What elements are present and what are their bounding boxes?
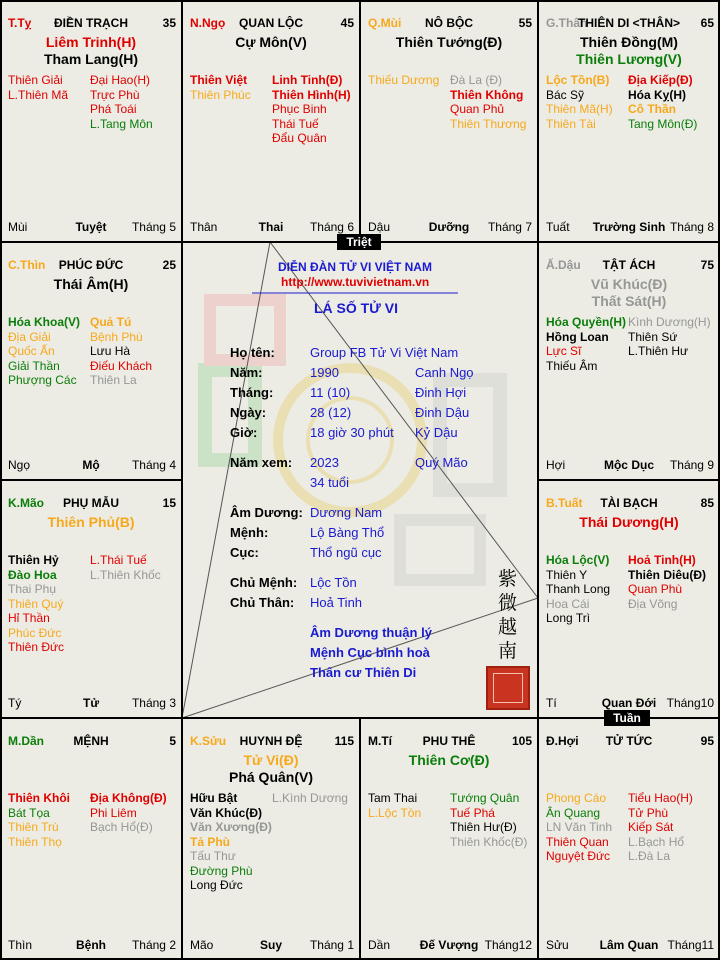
- minor-star: Thiên Quý: [8, 596, 64, 611]
- minor-star: Thiên Y: [546, 567, 588, 582]
- minor-star: Thiên Quan: [546, 834, 609, 849]
- minor-star: Thiên Việt: [190, 73, 248, 87]
- minor-star: Thiên Tài: [546, 116, 596, 131]
- palace-truong-sinh: Đế Vượng: [419, 938, 479, 952]
- minor-star: Giải Thần: [8, 358, 60, 373]
- palace-month: Tháng 9: [669, 458, 714, 472]
- palace-month: Tháng11: [667, 938, 714, 952]
- palace-chi: Thân: [190, 220, 218, 234]
- main-star: Tham Lang(H): [43, 51, 139, 67]
- minor-star: Quốc Ấn: [8, 344, 55, 358]
- label-hour: Giờ:: [230, 425, 258, 440]
- palace-age: 25: [162, 258, 176, 272]
- minor-star: Kình Dương(H): [628, 315, 711, 329]
- minor-star: Trực Phù: [90, 87, 140, 102]
- palace-age: 75: [700, 258, 714, 272]
- minor-star: Bác Sỹ: [546, 87, 585, 102]
- value-age: 34 tuổi: [310, 475, 350, 490]
- label-view-year: Năm xem:: [230, 455, 293, 470]
- palace-can: N.Ngọ: [190, 16, 226, 30]
- minor-star: Cô Thần: [628, 102, 676, 116]
- minor-star: Địa Kiếp(Đ): [628, 73, 693, 87]
- minor-star: Thanh Long: [546, 582, 611, 596]
- minor-star: Tướng Quân: [450, 791, 520, 805]
- value-yinyang: Dương Nam: [310, 505, 383, 520]
- palace-chi: Dậu: [368, 220, 391, 234]
- palace-name: NÔ BỘC: [425, 16, 473, 30]
- chart-title: LÁ SỐ TỬ VI: [314, 300, 398, 316]
- note-1: Âm Dương thuận lý: [310, 625, 432, 640]
- palace-chi: Tý: [8, 696, 22, 710]
- minor-star: L.Bạch Hổ: [628, 834, 685, 849]
- minor-star: Hữu Bật: [190, 791, 238, 805]
- main-star: Thái Dương(H): [579, 514, 679, 530]
- minor-star: L.Đà La: [628, 849, 671, 863]
- red-seal-stamp: [486, 666, 530, 710]
- label-chu-than: Chủ Thân:: [230, 595, 295, 610]
- palace-chi: Dần: [368, 938, 391, 952]
- palace-can: B.Tuất: [546, 496, 583, 510]
- minor-star: Linh Tinh(Đ): [272, 73, 343, 87]
- palace-truong-sinh: Mộc Dục: [603, 458, 654, 472]
- minor-star: LN Văn Tinh: [546, 820, 613, 834]
- palace-age: 15: [162, 496, 176, 510]
- palace-age: 85: [700, 496, 714, 510]
- palace-age: 65: [700, 16, 714, 30]
- minor-star: Lộc Tồn(B): [546, 73, 610, 87]
- palace-month: Tháng 6: [309, 220, 354, 234]
- minor-star: Hỉ Thần: [8, 611, 50, 625]
- palace-can: Q.Mùi: [368, 16, 402, 30]
- main-star: Thiên Lương(V): [576, 51, 682, 67]
- minor-star: Thiên Khốc(Đ): [450, 834, 528, 849]
- palace-chi: Mùi: [8, 220, 28, 234]
- palace-chi: Hợi: [546, 458, 566, 472]
- seal-char-1: 紫: [498, 568, 518, 590]
- palace-month: Tháng 2: [131, 938, 176, 952]
- minor-star: Bát Tọa: [8, 805, 50, 820]
- minor-star: Thiên Hư(Đ): [450, 820, 517, 834]
- main-star: Thiên Cơ(Đ): [408, 752, 490, 768]
- palace-month: Tháng 4: [131, 458, 176, 472]
- label-yinyang: Âm Dương:: [230, 505, 303, 520]
- minor-star: L.Thiên Hư: [628, 344, 689, 358]
- palace-month: Tháng 8: [669, 220, 714, 234]
- palace-can: T.Tỵ: [8, 16, 32, 30]
- minor-star: Phục Binh: [272, 102, 327, 116]
- minor-star: Đại Hao(H): [90, 73, 151, 87]
- palace-month: Tháng 5: [131, 220, 176, 234]
- value-chu-menh: Lộc Tồn: [310, 575, 357, 590]
- main-star: Thiên Tướng(Đ): [395, 34, 503, 50]
- palace-age: 5: [169, 734, 176, 748]
- minor-star: Lực Sĩ: [546, 344, 582, 358]
- minor-star: Quan Phủ: [450, 102, 505, 116]
- minor-star: L.Tang Môn: [90, 116, 153, 131]
- value-view-year-cc: Quý Mão: [415, 455, 468, 470]
- minor-star: Đào Hoa: [8, 567, 57, 582]
- value-month: 11 (10): [310, 385, 351, 400]
- palace-month: Tháng12: [484, 938, 532, 952]
- palace-can: G.Thân: [546, 16, 588, 30]
- palace-month: Tháng10: [666, 696, 714, 710]
- minor-star: Thiên Mã(H): [546, 102, 613, 116]
- value-year-cc: Canh Ngọ: [415, 365, 474, 380]
- minor-star: Thiên Thương: [450, 116, 527, 131]
- minor-star: Kiếp Sát: [628, 820, 674, 834]
- minor-star: Hóa Quyền(H): [546, 315, 627, 329]
- palace-can: K.Mão: [8, 496, 44, 510]
- palace-truong-sinh: Trường Sinh: [592, 220, 666, 234]
- site-url[interactable]: http://www.tuvivietnam.vn: [281, 275, 430, 289]
- label-cuc: Cục:: [230, 545, 259, 560]
- minor-star: L.Thái Tuế: [90, 553, 147, 567]
- minor-star: Văn Khúc(Đ): [190, 805, 262, 820]
- minor-star: L.Thiên Mã: [8, 87, 69, 102]
- minor-star: Tiểu Hao(H): [628, 791, 693, 805]
- palace-age: 35: [162, 16, 176, 30]
- minor-star: L.Lộc Tồn: [368, 805, 422, 820]
- label-day: Ngày:: [230, 405, 267, 420]
- minor-star: Địa Giải: [8, 329, 51, 344]
- label-year: Năm:: [230, 365, 263, 380]
- minor-star: Thiên Khôi: [8, 791, 70, 805]
- minor-star: Thiếu Dương: [368, 73, 440, 87]
- palace-can: Ấ.Dậu: [546, 258, 581, 272]
- minor-star: Lưu Hà: [90, 344, 131, 358]
- minor-star: Quan Phù: [628, 582, 683, 596]
- main-star: Thiên Đồng(M): [580, 34, 678, 50]
- minor-star: Đường Phù: [190, 863, 253, 878]
- palace-truong-sinh: Suy: [259, 938, 282, 952]
- minor-star: Văn Xương(Đ): [190, 820, 272, 834]
- minor-star: Thiên Trù: [8, 820, 59, 834]
- main-star: Thái Âm(H): [53, 276, 129, 292]
- minor-star: Nguyệt Đức: [546, 849, 611, 863]
- palace-truong-sinh: Quan Đới: [601, 696, 657, 710]
- minor-star: Long Đức: [190, 878, 243, 892]
- minor-star: Bệnh Phù: [90, 329, 143, 344]
- palace-can: K.Sửu: [190, 734, 227, 748]
- palace-name: THIÊN DI <THÂN>: [577, 16, 680, 30]
- minor-star: Hồng Loan: [546, 329, 609, 344]
- palace-name: TỬ TỨC: [605, 734, 653, 748]
- palace-chi: Thìn: [8, 938, 33, 952]
- value-cuc: Thổ ngũ cục: [310, 545, 382, 560]
- value-hour-cc: Kỷ Dậu: [415, 425, 458, 440]
- minor-star: Tử Phù: [628, 805, 669, 820]
- main-star: Thiên Phủ(B): [47, 514, 135, 530]
- minor-star: Phượng Các: [8, 373, 77, 387]
- main-star: Cự Môn(V): [235, 34, 307, 50]
- palace-truong-sinh: Dưỡng: [428, 220, 470, 234]
- palace-age: 105: [511, 734, 532, 748]
- minor-star: L.Thiên Khốc: [90, 567, 161, 582]
- minor-star: Thiên Diêu(Đ): [628, 567, 706, 582]
- palace-can: Đ.Hợi: [546, 734, 579, 748]
- value-month-cc: Đinh Hợi: [415, 385, 467, 400]
- minor-star: Địa Không(Đ): [90, 791, 167, 805]
- palace-chi: Tí: [546, 696, 557, 710]
- palace-month: Tháng 7: [487, 220, 532, 234]
- main-star: Phá Quân(V): [228, 769, 313, 785]
- minor-star: Hóa Khoa(V): [8, 315, 80, 329]
- minor-star: Hoả Tinh(H): [628, 553, 696, 567]
- value-chu-than: Hoả Tinh: [310, 595, 363, 610]
- minor-star: Thiên Không: [450, 87, 524, 102]
- minor-star: Ân Quang: [546, 805, 601, 820]
- minor-star: Tả Phù: [190, 834, 231, 849]
- palace-month: Tháng 3: [131, 696, 176, 710]
- minor-star: Tang Môn(Đ): [628, 116, 698, 131]
- label-month: Tháng:: [230, 385, 274, 400]
- minor-star: Đẩu Quân: [272, 131, 327, 145]
- value-menh: Lộ Bàng Thổ: [310, 525, 385, 540]
- minor-star: Thiên Sứ: [628, 329, 678, 344]
- tuan-tag: Tuần: [604, 710, 650, 726]
- main-star: Liêm Trinh(H): [45, 34, 137, 50]
- minor-star: Tuế Phá: [450, 805, 495, 820]
- minor-star: Thai Phụ: [8, 582, 57, 596]
- note-2: Mệnh Cục bình hoà: [310, 645, 430, 660]
- minor-star: Hoa Cái: [546, 596, 590, 611]
- minor-star: Thiên Hình(H): [272, 87, 351, 102]
- palace-chi: Mão: [190, 938, 214, 952]
- palace-name: ĐIỀN TRẠCH: [54, 16, 128, 30]
- palace-name: PHU THÊ: [422, 734, 476, 748]
- palace-name: HUYNH ĐỆ: [239, 734, 303, 748]
- seal-char-2: 微: [498, 592, 518, 614]
- site-title: DIỄN ĐÀN TỬ VI VIỆT NAM: [278, 260, 432, 274]
- palace-truong-sinh: Tuyệt: [75, 220, 107, 234]
- palace-age: 115: [334, 734, 354, 748]
- minor-star: Thiên Giải: [8, 73, 63, 87]
- minor-star: Thiên Phúc: [190, 87, 251, 102]
- value-view-year: 2023: [310, 455, 339, 470]
- minor-star: Tam Thai: [368, 791, 418, 805]
- value-day-cc: Đinh Dậu: [415, 405, 470, 420]
- minor-star: Tấu Thư: [190, 849, 236, 863]
- minor-star: Phong Cáo: [546, 791, 607, 805]
- center-info: [182, 242, 538, 718]
- minor-star: Hóa Kỵ(H): [628, 87, 687, 102]
- minor-star: L.Kình Dương: [272, 791, 348, 805]
- palace-name: MỆNH: [73, 734, 109, 748]
- minor-star: Thiên Thọ: [8, 834, 62, 849]
- minor-star: Phi Liêm: [90, 805, 137, 820]
- palace-age: 95: [700, 734, 714, 748]
- minor-star: Thiếu Âm: [546, 358, 598, 373]
- value-day: 28 (12): [310, 405, 352, 420]
- note-3: Thân cư Thiên Di: [310, 665, 417, 680]
- palace-can: M.Dần: [8, 734, 44, 748]
- minor-star: Phúc Đức: [8, 625, 62, 640]
- palace-truong-sinh: Mộ: [82, 458, 100, 472]
- palace-can: C.Thìn: [8, 258, 46, 272]
- palace-truong-sinh: Thai: [258, 220, 284, 234]
- minor-star: Quả Tú: [90, 315, 132, 329]
- palace-age: 45: [340, 16, 354, 30]
- label-menh: Mệnh:: [230, 525, 269, 540]
- palace-name: TẬT ÁCH: [602, 258, 656, 272]
- palace-month: Tháng 1: [309, 938, 354, 952]
- minor-star: Bạch Hổ(Đ): [90, 820, 153, 834]
- minor-star: Phá Toái: [90, 102, 137, 116]
- palace-name: TÀI BẠCH: [600, 496, 658, 510]
- minor-star: Thiên Đức: [8, 640, 65, 654]
- minor-star: Long Trì: [546, 611, 591, 625]
- minor-star: Thái Tuế: [272, 116, 319, 131]
- label-name: Họ tên:: [230, 345, 275, 360]
- palace-chi: Tuất: [546, 220, 570, 234]
- palace-age: 55: [518, 16, 532, 30]
- minor-star: Đà La (Đ): [450, 73, 503, 87]
- seal-char-3: 越: [498, 616, 518, 638]
- palace-truong-sinh: Bệnh: [76, 938, 106, 952]
- palace-can: M.Tí: [368, 734, 392, 748]
- main-star: Tử Vi(Đ): [243, 752, 299, 768]
- main-star: Vũ Khúc(Đ): [590, 276, 668, 292]
- main-star: Thất Sát(H): [591, 293, 667, 309]
- minor-star: Hóa Lộc(V): [546, 553, 610, 567]
- palace-name: PHỤ MẪU: [63, 496, 119, 510]
- seal-char-4: 南: [498, 640, 518, 662]
- palace-name: PHÚC ĐỨC: [58, 258, 124, 272]
- minor-star: Địa Võng: [628, 596, 678, 611]
- palace-truong-sinh: Tử: [82, 696, 100, 710]
- palace-chi: Sửu: [546, 938, 569, 952]
- palace-name: QUAN LỘC: [239, 16, 303, 30]
- value-name: Group FB Tử Vi Việt Nam: [310, 345, 459, 360]
- minor-star: Thiên Hỷ: [8, 553, 59, 567]
- value-hour: 18 giờ 30 phút: [310, 425, 394, 440]
- label-chu-menh: Chủ Mệnh:: [230, 575, 298, 590]
- minor-star: Điếu Khách: [90, 358, 153, 373]
- minor-star: Thiên La: [90, 373, 137, 387]
- palace-truong-sinh: Lâm Quan: [599, 938, 659, 952]
- value-year: 1990: [310, 365, 339, 380]
- triet-tag: Triệt: [337, 234, 381, 250]
- palace-chi: Ngọ: [8, 458, 31, 472]
